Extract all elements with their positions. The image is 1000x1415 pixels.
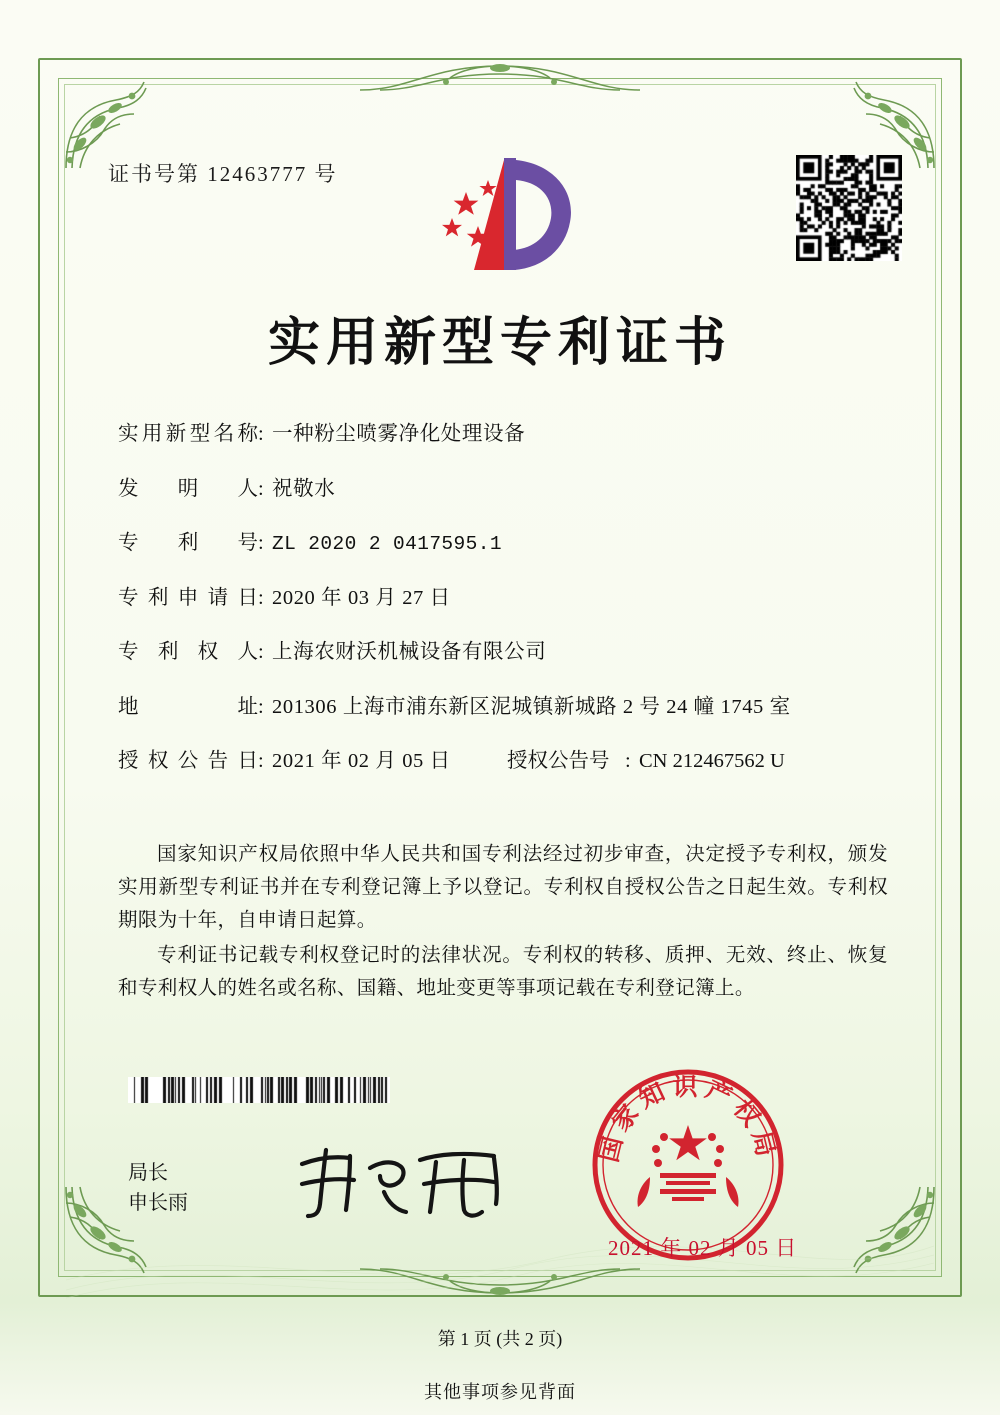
- field-row-name: [118, 424, 890, 450]
- signature-role-label: 局长: [128, 1162, 168, 1184]
- field-label-address: 地址: [118, 695, 258, 718]
- field-colon: :: [258, 423, 264, 445]
- field-row-grant: [118, 751, 890, 777]
- field-value-address: 201306 上海市浦东新区泥城镇新城路 2 号 24 幢 1745 室: [272, 695, 791, 718]
- field-label-patent-number: 专利号: [118, 532, 258, 554]
- field-colon: :: [625, 750, 631, 772]
- field-row-address: [118, 697, 890, 723]
- field-value-utility-model-name: 一种粉尘喷雾净化处理设备: [272, 423, 526, 445]
- field-row-inventor: [118, 479, 890, 505]
- handwritten-signature: [288, 1140, 518, 1224]
- field-colon: :: [258, 532, 264, 554]
- qr-code: [796, 155, 902, 261]
- barcode: [128, 1077, 390, 1103]
- field-label-application-date: 专利申请日: [118, 586, 258, 609]
- page-title: 实用新型专利证书: [267, 315, 732, 372]
- field-row-patent-number: [118, 533, 890, 559]
- legal-text: [118, 838, 888, 1007]
- field-value-patent-number: ZL 2020 2 0417595.1: [272, 533, 502, 555]
- field-list: [118, 424, 890, 806]
- field-value-grant-number: CN 212467562 U: [639, 750, 785, 772]
- field-colon: :: [258, 586, 264, 609]
- certificate-number: 证书号第 12463777 号: [108, 162, 338, 186]
- field-value-application-date: 2020 年 03 月 27 日: [272, 586, 451, 609]
- signature-name: 申长雨: [128, 1192, 188, 1214]
- back-side-note: 其他事项参见背面: [424, 1382, 576, 1402]
- field-label-grant-number: 授权公告号: [507, 750, 610, 772]
- field-colon: :: [258, 477, 264, 500]
- field-row-patentee: [118, 642, 890, 668]
- seal-date: 2021 年 02 月 05 日: [608, 1236, 798, 1260]
- field-label-inventor: 发明人: [118, 477, 258, 500]
- field-label-grant-date: 授权公告日: [118, 750, 258, 772]
- signature-block: [128, 1158, 188, 1218]
- field-value-inventor: 祝敬水: [272, 477, 336, 500]
- legal-paragraph-2: 专利证书记载专利权登记时的法律状况。专利权的转移、质押、无效、终止、恢复和专利权人的姓名或名称、国籍、地址变更等事项记载在专利登记簿上。: [118, 945, 888, 999]
- page-indicator: 第 1 页 (共 2 页): [437, 1329, 563, 1349]
- field-row-application-date: [118, 588, 890, 614]
- legal-paragraph-1: 国家知识产权局依照中华人民共和国专利法经过初步审查，决定授予专利权，颁发实用新型专利证书并在专利登记簿上予以登记。专利权自授权公告之日起生效。专利权期限为十年，自申请日起算。: [118, 844, 888, 931]
- cnipa-logo-icon: [430, 150, 580, 280]
- field-colon: :: [258, 750, 264, 772]
- field-label-patentee: 专利权人: [118, 641, 258, 663]
- field-label-utility-model-name: 实用新型名称: [118, 423, 258, 445]
- field-value-patentee: 上海农财沃机械设备有限公司: [272, 641, 547, 663]
- field-colon: :: [258, 641, 264, 663]
- field-value-grant-date: 2021 年 02 月 05 日: [272, 750, 451, 772]
- seal-text: 国家知识产权局: [595, 1074, 781, 1165]
- field-colon: :: [258, 695, 264, 718]
